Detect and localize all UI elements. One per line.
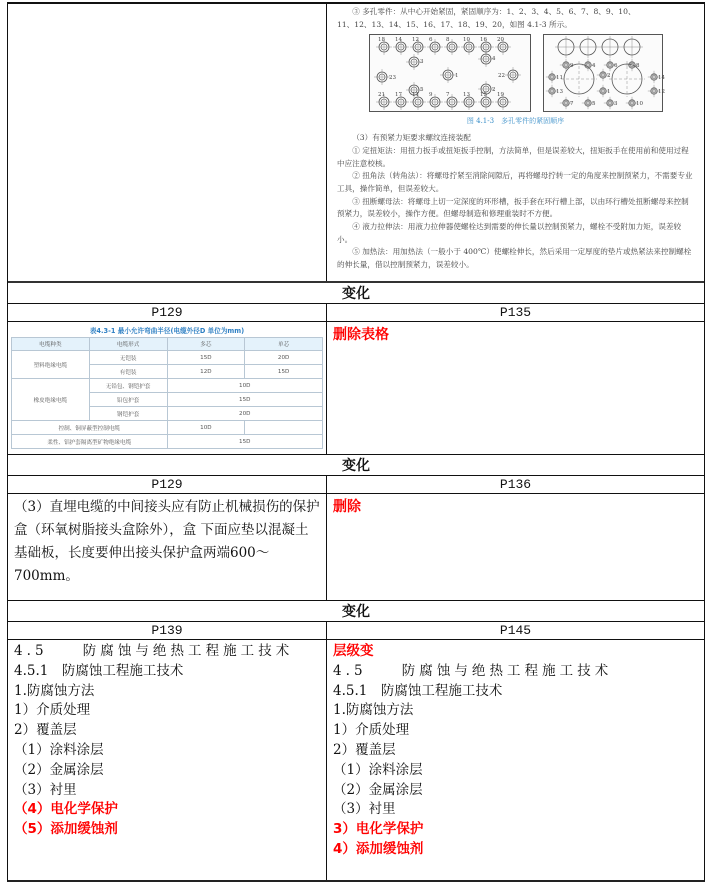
bolt-label: 13: [555, 89, 563, 96]
bolt-label: 14: [657, 75, 665, 82]
outline-line: 2）覆盖层: [14, 722, 77, 739]
bolt-mark: [647, 85, 664, 97]
bolt-mark: [376, 92, 392, 110]
change-note: 删除表格: [333, 327, 389, 343]
outline-line: （3）衬里: [14, 781, 77, 798]
new-page: P145: [499, 623, 532, 638]
bolt-label: 12: [657, 89, 665, 96]
old-page: P129: [8, 476, 327, 493]
outline-line: （4）电化学保护: [14, 801, 118, 818]
change-note: 删除: [333, 499, 361, 515]
outline-line: 4.5 防腐蚀与绝热工程施工技术: [333, 662, 613, 679]
cable-type: 控制、铜屏蔽型控制电缆: [12, 421, 168, 435]
bolt-mark: [427, 37, 443, 55]
bolt-mark: [374, 69, 396, 85]
top-right-cell: [327, 4, 704, 281]
page-row: [8, 304, 704, 322]
header-cell: 多芯: [167, 338, 245, 351]
bolt-mark: [444, 92, 460, 110]
outline-line: 4.5.1 防腐蚀工程施工技术: [14, 662, 184, 679]
merged-value: 10D: [167, 379, 323, 393]
cable-form: 无铅包、钢铠护套: [89, 379, 167, 393]
excerpt-p1: ① 定扭矩法：用扭力扳手或扭矩扳手控制，方法简单，但是误差较大，扭矩扳手在使用前和使用过程中应注意校核。: [337, 145, 689, 168]
cable-form: 有铠装: [89, 365, 167, 379]
excerpt-p2: ② 扭角法（转角法）：将螺母拧紧至消除间隙后，再将螺母拧转一定的角度来控制预紧力，不需要专业工具，操作简单，但误差较大。: [337, 171, 693, 193]
bolt-mark: [410, 37, 426, 55]
cable-type: 橡皮绝缘电缆: [12, 379, 90, 421]
new-outline-lines: [333, 662, 698, 860]
table-header-row: [12, 338, 323, 351]
table-row: [12, 379, 323, 393]
figure-multihole-left: [369, 34, 531, 112]
table-row: [12, 351, 323, 365]
bolt-label: 7: [445, 92, 449, 99]
merged-value: 20D: [167, 407, 323, 421]
top-row: [8, 4, 704, 283]
bolt-label: 18: [377, 37, 385, 44]
old-page: P139: [8, 622, 327, 639]
outline-line: （2）金属涂层: [14, 761, 104, 778]
excerpt-item3-line2: 11、12、13、14、15、16、17、18、19、20，如图 4.1-3 所示。: [337, 19, 572, 29]
multi-core-value: 15D: [167, 351, 245, 365]
merged-value: 15D: [167, 435, 323, 449]
outline-line: 3）电化学保护: [333, 821, 424, 838]
bolt-mark: [559, 97, 573, 109]
old-outline: [8, 640, 326, 850]
bolt-mark: [647, 71, 665, 83]
bolt-mark: [625, 59, 639, 71]
new-content: [327, 640, 704, 880]
bolt-label: 5: [591, 101, 595, 108]
bolt-mark: [498, 67, 521, 83]
outline-line: 1.防腐蚀方法: [333, 702, 414, 719]
change-label: 变化: [342, 458, 370, 474]
bolt-label: 15: [479, 92, 487, 99]
page-row: [8, 622, 704, 640]
old-page: P129: [8, 304, 327, 321]
bolt-label: 1: [606, 89, 610, 96]
bolt-label: 3: [419, 59, 423, 66]
content-row: [8, 322, 704, 455]
figure-caption: 图 4.1-3 多孔零件的紧固顺序: [466, 117, 565, 126]
cable-form: 无铠装: [89, 351, 167, 365]
change-header: [8, 601, 704, 622]
outline-line: （3）衬里: [333, 801, 396, 818]
cable-type: 塑料绝缘电缆: [12, 351, 90, 379]
bolt-mark: [581, 97, 595, 109]
change-header: [8, 455, 704, 476]
bolt-label: 1: [454, 73, 458, 80]
bolt-mark: [545, 71, 562, 83]
bolt-label: 19: [496, 92, 504, 99]
bolt-mark: [495, 92, 511, 110]
content-row: [8, 640, 704, 880]
old-content: [8, 494, 327, 600]
bolt-label: 4: [491, 56, 495, 63]
table-row: [12, 421, 323, 435]
change-header: [8, 283, 704, 304]
bolt-mark: [461, 92, 477, 110]
single-core-value: 15D: [245, 365, 323, 379]
bolt-label: 10: [635, 101, 643, 108]
change-label: 变化: [342, 604, 370, 620]
old-content: [8, 322, 327, 454]
bolt-label: 7: [569, 101, 573, 108]
page-row: [8, 476, 704, 494]
excerpt-item3-line1: ③ 多孔零件：从中心开始紧固，紧固顺序为：1、2、3、4、5、6、7、8、9、10、: [352, 7, 636, 16]
bolt-mark: [393, 92, 409, 110]
bolt-label: 3: [613, 101, 617, 108]
bolt-mark: [596, 69, 610, 81]
bolt-label: 16: [479, 37, 487, 44]
bolt-mark: [495, 37, 511, 55]
header-cell: 电缆形式: [89, 338, 167, 351]
bolt-label: 9: [569, 63, 573, 70]
cable-form: 铅包护套: [89, 393, 167, 407]
new-outline: [327, 640, 704, 870]
bolt-mark: [410, 92, 426, 110]
bolt-label: 5: [419, 87, 423, 94]
bolt-mark: [581, 59, 595, 71]
header-cell: 单芯: [245, 338, 323, 351]
excerpt-p4: ④ 液力拉伸法：用液力拉伸器使螺栓达到需要的伸长量以控制预紧力，螺栓不受附加力矩，误差较小。: [337, 222, 682, 244]
bolt-label: 21: [377, 92, 385, 99]
outline-line: （1）涂料涂层: [333, 761, 423, 778]
change-note: 层级变: [333, 643, 374, 659]
bolt-label: 4: [591, 63, 595, 70]
book-excerpt: [327, 4, 704, 272]
comparison-document: [7, 2, 705, 882]
bolt-mark: [376, 37, 392, 55]
outline-line: 4.5.1 防腐蚀工程施工技术: [333, 682, 503, 699]
bolt-mark: [478, 51, 496, 67]
bolt-label: 2: [606, 73, 610, 80]
outline-line: 4）添加缓蚀剂: [333, 840, 424, 857]
bolt-label: 13: [462, 92, 470, 99]
outline-line: 2）覆盖层: [333, 741, 396, 758]
bolt-mark: [596, 85, 610, 97]
bolt-label: 20: [496, 37, 504, 44]
excerpt-p5: ⑤ 加热法：用加热法（一般小于 400℃）使螺栓伸长，然后采用一定厚度的垫片或热紧法来控制螺栓的伸长量，借以控制预紧力，误差较小。: [337, 247, 692, 270]
bolt-mark: [406, 54, 424, 70]
outline-line: 1）介质处理: [14, 702, 91, 719]
bolt-label: 2: [491, 87, 495, 94]
outline-line: 4.5 防腐蚀与绝热工程施工技术: [14, 643, 294, 659]
bolt-mark: [440, 67, 459, 83]
bolt-label: 11: [555, 75, 563, 82]
single-core-value: [245, 421, 323, 435]
bolt-mark: [461, 37, 477, 55]
change-label: 变化: [342, 286, 370, 302]
bolt-mark: [427, 92, 443, 110]
bolt-label: 23: [388, 75, 396, 82]
bolt-mark: [603, 97, 617, 109]
outline-line: （1）涂料涂层: [14, 741, 104, 758]
bolt-label: 9: [428, 92, 432, 99]
bolt-label: 11: [411, 92, 419, 99]
new-content: [327, 494, 704, 600]
bolt-mark: [545, 85, 563, 97]
bolt-label: 14: [394, 37, 402, 44]
single-core-value: 20D: [245, 351, 323, 365]
table-row: [12, 435, 323, 449]
excerpt-heading: （3）有预紧力矩要求螺纹连接装配: [352, 133, 471, 143]
bolt-label: 8: [635, 63, 639, 70]
bolt-label: 12: [411, 37, 419, 44]
bolt-label: 6: [613, 63, 617, 70]
bolt-label: 17: [394, 92, 402, 99]
bolt-mark: [444, 37, 460, 55]
bolt-label: 22: [497, 73, 505, 80]
multi-core-value: 10D: [167, 421, 245, 435]
table-title: 表4.3-1 最小允许弯曲半径(电缆外径D 单位为mm): [89, 327, 245, 335]
old-content: [8, 640, 327, 880]
top-left-cell: [8, 4, 327, 281]
new-content: [327, 322, 704, 454]
bolt-mark: [625, 97, 643, 109]
excerpt-p3: ③ 扭断螺母法：将螺母上切一定深度的环形槽，扳手套在环行槽上部，以由环行槽处扭断螺母来控制预紧力，误差较小，操作方便。但螺母制造和修理重装时不方便。: [337, 196, 689, 219]
content-row: [8, 494, 704, 601]
bolt-label: 10: [462, 37, 470, 44]
merged-value: 15D: [167, 393, 323, 407]
new-page: P136: [499, 477, 532, 492]
header-cell: 电缆种类: [12, 338, 90, 351]
figure-multihole-right: [543, 34, 663, 112]
new-page: P135: [499, 305, 532, 320]
cable-type: 柔性、铝护套隔离型矿物绝缘电缆: [12, 435, 168, 449]
bolt-mark: [393, 37, 409, 55]
multi-core-value: 12D: [167, 365, 245, 379]
bolt-mark: [478, 92, 494, 110]
bolt-mark: [559, 59, 573, 71]
cable-bend-radius-table: [11, 325, 323, 449]
outline-line: 1.防腐蚀方法: [14, 682, 95, 699]
outline-line: （2）金属涂层: [333, 781, 423, 798]
bolt-label: 6: [428, 37, 432, 44]
old-paragraph: （3）直埋电缆的中间接头应有防止机械损伤的保护盒（环氧树脂接头盒除外），盒 下面应垫以混凝土基础板，长度要伸出接头保护盒两端600～700mm。: [14, 499, 320, 584]
outline-line: 1）介质处理: [333, 722, 410, 739]
bolt-label: 8: [445, 37, 449, 44]
outline-line: （5）添加缓蚀剂: [14, 821, 118, 838]
cable-form: 钢铠护套: [89, 407, 167, 421]
figure-group: [337, 34, 694, 112]
